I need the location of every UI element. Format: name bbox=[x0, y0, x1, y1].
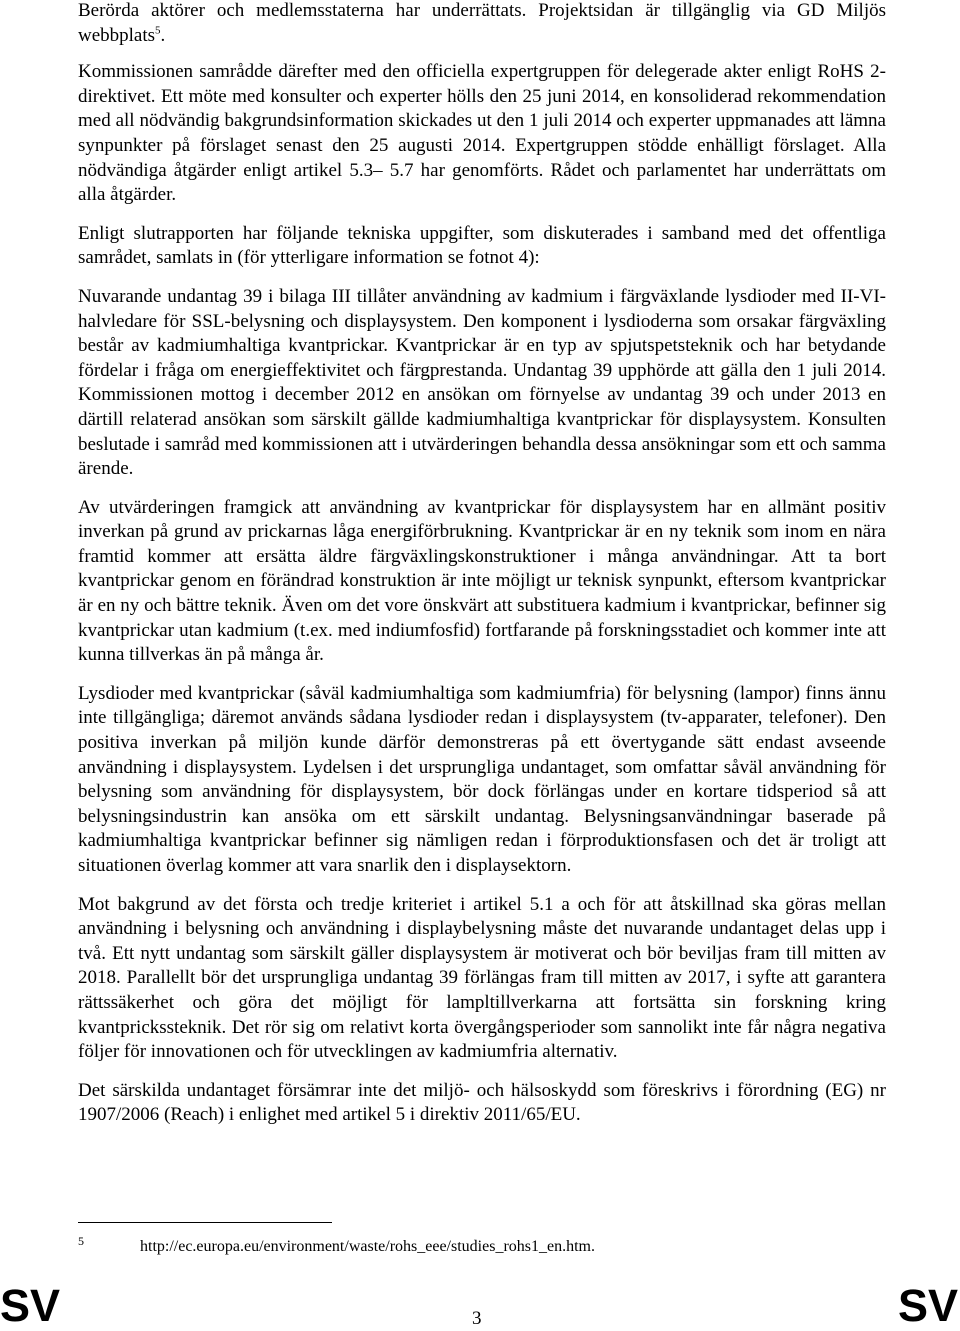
paragraph-final-report: Enligt slutrapporten har följande tekniska uppgifter, som diskuterades i samband med det offentliga samrådet, samlats in (för ytterligare information se fotnot 4): bbox=[78, 222, 886, 269]
footnote-link[interactable]: http://ec.europa.eu/environment/waste/rohs_eee/studies_rohs1_en.htm. bbox=[140, 1238, 595, 1255]
paragraph-criteria: Mot bakgrund av det första och tredje kriteriet i artikel 5.1 a och för att åtskillnad ska göras mellan användning i belysning och användning i displaybelysning måste det nuvarande undantaget delas upp i två. Ett nytt undantag som särskilt gäller displaysystem är motiverat och bör beviljas fram till mitten av 2018. Parallellt bör det ursprungliga undantag 39 förlängas fram till mitten av 2017, i syfte att garantera rättssäkerhet och göra det möjligt för lampltillverkarna att fortsätta sin forskning kring kvantprickssteknik. Det rör sig om relativt korta övergångsperioder som sannolikt inte får några negativa följer för innovationen och för utvecklingen av kadmiumfria alternativ. bbox=[78, 893, 886, 1063]
paragraph-text: Berörda aktörer och medlemsstaterna har underrättats. Projektsidan är tillgänglig via GD Miljös webbplats bbox=[78, 0, 886, 46]
language-code-left: SV bbox=[0, 1280, 61, 1331]
footnote-number: 5 bbox=[78, 1234, 84, 1248]
paragraph-project-page bbox=[78, 0, 886, 48]
paragraph-lighting-displays: Lysdioder med kvantprickar (såväl kadmiumhaltiga som kadmiumfria) för belysning (lampor) finns ännu inte tillgängliga; däremot används sådana lysdioder redan i displaysystem (tv-apparater, telefoner). Den positiva inverkan på miljön kunde därför demonstreras på ett övertygande sätt endast avseende användning i displaysystem. Lydelsen i det ursprungliga undantaget, som omfattar såväl användning för belysning som användning för displaysystem, bör dock förlängas under en kortare tidsperiod så att belysningsindustrin kan ansöka om ett särskilt undantag. Belysningsanvändningar baserade på kadmiumhaltiga kvantprickar befinner sig nämligen redan i förproduktionsfasen och det är troligt att situationen överlag kommer att vara snarlik den i displaysektorn. bbox=[78, 682, 886, 876]
footnote-divider bbox=[78, 1222, 332, 1223]
paragraph-tail: . bbox=[160, 24, 166, 46]
page-number: 3 bbox=[472, 1308, 482, 1329]
footnote-reference[interactable]: 5 bbox=[155, 24, 161, 37]
language-code-right: SV bbox=[897, 1280, 958, 1331]
document-body bbox=[78, 0, 886, 1142]
paragraph-current-exemption: Nuvarande undantag 39 i bilaga III tillåter användning av kadmium i färgväxlande lysdioder med II-VI-halvledare för SSL-belysning och displaysystem. Den komponent i lysdioderna som orsakar färgväxling består av kadmiumhaltiga kvantprickar. Kvantprickar är en typ av spjutspetsteknik och har betydande fördelar i fråga om energieffektivitet och färgprestanda. Undantag 39 upphörde att gälla den 1 juli 2014. Kommissionen mottog i december 2012 en ansökan om förnyelse av undantag 39 och under 2013 en därtill relaterad ansökan som särskilt gällde kadmiumhaltiga kvantprickar för displaysystem. Konsulten beslutade i samråd med kommissionen att i utvärderingen behandla dessa ansökningar som ett och samma ärende. bbox=[78, 285, 886, 480]
paragraph-reach: Det särskilda undantaget försämrar inte det miljö- och hälsoskydd som föreskrivs i förordning (EG) nr 1907/2006 (Reach) i enlighet med artikel 5 i direktiv 2011/65/EU. bbox=[78, 1079, 886, 1126]
paragraph-expert-consultation: Kommissionen samrådde därefter med den officiella expertgruppen för delegerade akter enligt RoHS 2-direktivet. Ett möte med konsulter och experter hölls den 25 juni 2014, en konsoliderad rekommendation med all nödvändig bakgrundsinformation skickades ut den 1 juli 2014 och experter uppmanades att lämna synpunkter på förslaget senast den 25 augusti 2014. Expertgruppen stödde enhälligt förslaget. Alla nödvändiga åtgärder enligt artikel 5.3– 5.7 har genomförts. Rådet och parlamentet har underrättats om alla åtgärder. bbox=[78, 61, 886, 206]
paragraph-evaluation: Av utvärderingen framgick att användning av kvantprickar för displaysystem har en allmänt positiv inverkan på grund av prickarnas låga energiförbrukning. Kvantprickar är en ny teknik som inom en nära framtid kommer att ersätta äldre färgväxlingskonstruktioner i många användningar. Att ta bort kvantprickar genom en förändrad konstruktion är inte möjligt ur teknisk synpunkt, eftersom kvantprickar är en ny och bättre teknik. Även om det vore önskvärt att substituera kadmium i kvantprickar, befinner sig kvantprickar utan kadmium (t.ex. med indiumfosfid) fortfarande på forskningsstadiet och kommer inte att kunna tillverkas än på många år. bbox=[78, 496, 886, 666]
